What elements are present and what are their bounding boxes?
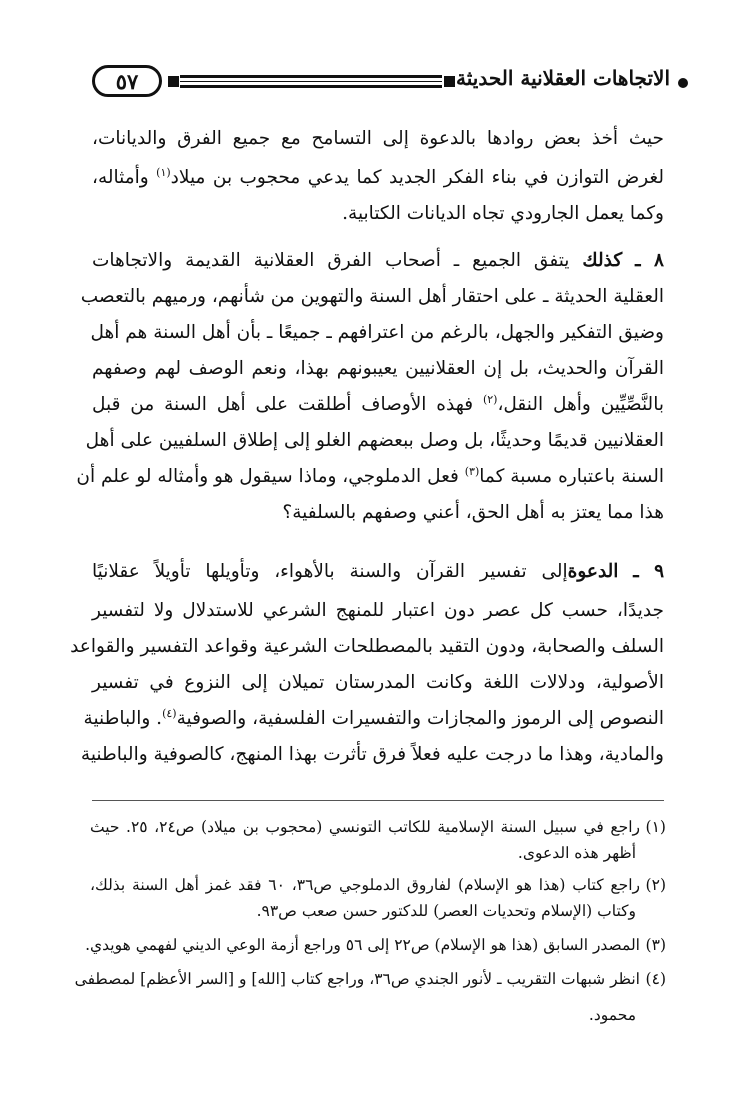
body-line: السلف والصحابة، ودون التقيد بالمصطلحات الشرعية وقواعد التفسير والقواعد xyxy=(70,636,664,657)
footnote-ref: (٢) xyxy=(482,392,498,406)
footnote: (١)راجع في سبيل السنة الإسلامية للكاتب التونسي (محجوب بن ميلاد) ص٢٤، ٢٥. حيث xyxy=(90,818,666,836)
footnote-ref: (٣) xyxy=(464,464,480,478)
body-line: جديدًا، حسب كل عصر دون اعتبار للمنهج الشرعي للاستدلال ولا لتفسير xyxy=(92,600,664,621)
footnote: (٢)راجع كتاب (هذا هو الإسلام) لفاروق الدملوجي ص٣٦، ٦٠ فقد غمز أهل السنة بذلك، xyxy=(90,876,666,894)
body-line: ٩ ـ الدعوةإلى تفسير القرآن والسنة بالأهواء، وتأويلها تأويلاً عقلانيًا xyxy=(92,561,664,582)
footnote-continuation: أظهر هذه الدعوى. xyxy=(517,844,636,862)
footnote-ref: (١) xyxy=(156,165,171,179)
item-keyword: كذلك xyxy=(582,250,623,271)
footnote-continuation: وكتاب (الإسلام وتحديات العصر) للدكتور حسن صعب ص٩٣. xyxy=(256,902,636,920)
body-line: العقلانيين قديمًا وحديثًا، بل وصل ببعضهم الغلو إلى إطلاق السلفيين على أهل xyxy=(85,430,664,451)
body-line: ٨ ـ كذلك يتفق الجميع ـ أصحاب الفرق العقلانية القديمة والاتجاهات xyxy=(92,250,664,271)
body-line: الأصولية، ودلالات اللغة وكانت المدرستان تميلان إلى النزوع في تفسير xyxy=(92,672,664,693)
running-title: الاتجاهات العقلانية الحديثة xyxy=(456,66,670,90)
running-header xyxy=(92,60,692,104)
body-line: بالنَّصِّيِّين وأهل النقل،$^{(٢)}$ فهذه الأوصاف أطلقت على أهل السنة من قبل xyxy=(92,392,664,415)
item-number: ٨ ـ xyxy=(635,250,664,271)
header-rule xyxy=(180,75,442,88)
body-line: حيث أخذ بعض روادها بالدعوة إلى التسامح مع جميع الفرق والديانات، xyxy=(92,128,664,149)
header-rule-block-right xyxy=(444,76,455,87)
item-keyword: الدعوة xyxy=(567,561,619,582)
footnote: (٣)المصدر السابق (هذا هو الإسلام) ص٢٢ إلى ٥٦ وراجع أزمة الوعي الديني لفهمي هويدي. xyxy=(85,936,666,954)
footnote-ref: (٤) xyxy=(162,706,177,720)
item-number: ٩ ـ xyxy=(633,561,664,582)
header-rule-block-left xyxy=(168,76,179,87)
body-line: والمادية، وهذا ما درجت عليه فعلاً فرق تأثرت بهذا المنهج، كالصوفية والباطنية xyxy=(80,744,664,765)
page-number: ٥٧ xyxy=(92,65,162,97)
bullet-icon xyxy=(678,78,688,88)
body-line: القرآن والحديث، بل إن العقلانيين يعيبونهم بهذا، ونعم الوصف لهم وصفهم xyxy=(92,358,664,379)
body-line: السنة باعتباره مسبة كما$^{(٣)}$ فعل الدملوجي، وماذا سيقول هو وأمثاله لو علم أن xyxy=(76,464,664,487)
body-line: هذا مما يعتز به أهل الحق، أعني وصفهم بالسلفية؟ xyxy=(282,502,664,523)
footnote-separator xyxy=(92,800,664,801)
footnote: (٤)انظر شبهات التقريب ـ لأنور الجندي ص٣٦، وراجع كتاب [الله] و [السر الأعظم] لمصطفى xyxy=(74,970,666,988)
body-line: وكما يعمل الجارودي تجاه الديانات الكتابية. xyxy=(342,203,664,224)
body-line: النصوص إلى الرموز والمجازات والتفسيرات الفلسفية، والصوفية$^{(٤)}$. والباطنية xyxy=(83,706,664,729)
body-line: وضيق التفكير والجهل، بالرغم من اعترافهم ـ جميعًا ـ بأن أهل السنة هم أهل xyxy=(90,322,664,343)
body-line: لغرض التوازن في بناء الفكر الجديد كما يدعي محجوب بن ميلاد$^{(١)}$ وأمثاله، xyxy=(92,165,664,188)
footnote-continuation: محمود. xyxy=(588,1006,636,1024)
body-line: العقلية الحديثة ـ على احتقار أهل السنة والتهوين من شأنهم، ورميهم بالتعصب xyxy=(80,286,664,307)
